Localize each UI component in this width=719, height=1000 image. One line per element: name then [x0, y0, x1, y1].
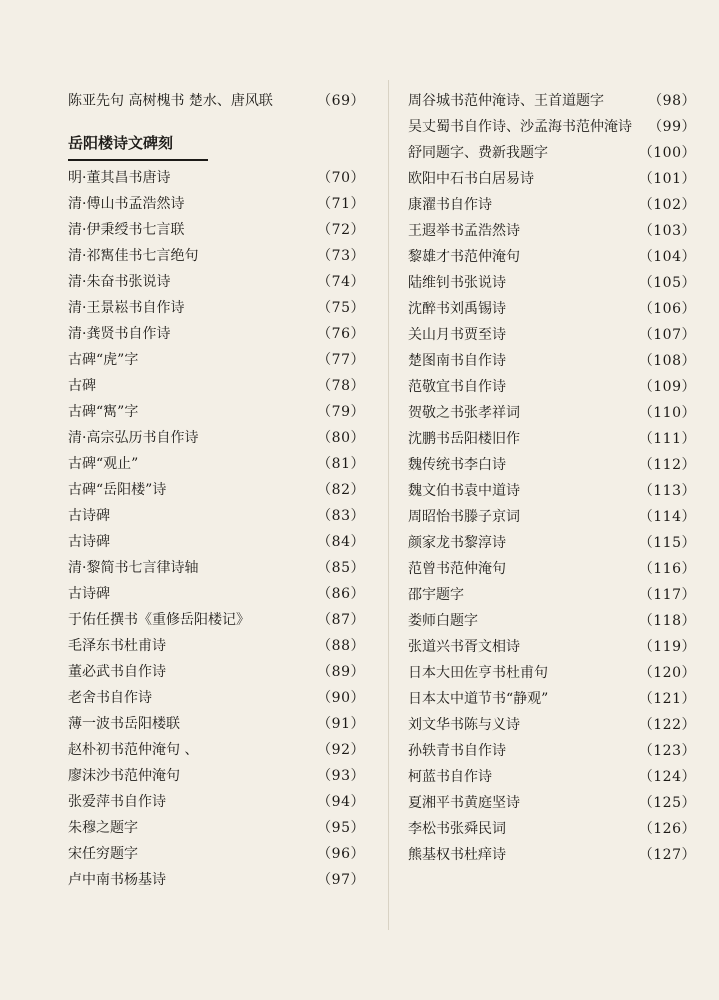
entry-title: 古碑“观止” [68, 456, 139, 472]
entry-title: 明·董其昌书唐诗 [68, 170, 171, 186]
entry-page-number: （114） [638, 509, 696, 525]
toc-entry [68, 165, 365, 191]
entry-page-number: （77） [317, 352, 365, 368]
toc-entry [68, 425, 365, 451]
entry-page-number: （85） [317, 560, 365, 576]
toc-entry [408, 114, 696, 140]
entry-page-number: （82） [317, 482, 365, 498]
entry-title: 范敬宜书自作诗 [408, 379, 506, 395]
toc-entry [408, 608, 696, 634]
toc-entry [68, 88, 365, 114]
toc-entry [408, 712, 696, 738]
entry-page-number: （123） [638, 743, 696, 759]
entry-title: 清·傅山书孟浩然诗 [68, 196, 185, 212]
toc-entry [68, 763, 365, 789]
entry-page-number: （95） [317, 820, 365, 836]
toc-entry [68, 217, 365, 243]
entry-title: 于佑任撰书《重修岳阳楼记》 [68, 612, 250, 628]
toc-entry [408, 582, 696, 608]
entry-title: 日本大田佐亨书杜甫句 [408, 665, 548, 681]
entry-title: 日本太中道节书“静观” [408, 691, 549, 707]
toc-entry [408, 192, 696, 218]
entry-title: 赵朴初书范仲淹句 、 [68, 742, 199, 758]
entry-page-number: （121） [638, 691, 696, 707]
toc-entry [68, 373, 365, 399]
toc-entry [408, 166, 696, 192]
entry-title: 廖沫沙书范仲淹句 [68, 768, 180, 784]
toc-entry [408, 140, 696, 166]
entry-page-number: （81） [317, 456, 365, 472]
entry-page-number: （79） [317, 404, 365, 420]
entry-title: 古诗碑 [68, 508, 110, 524]
toc-entry [68, 347, 365, 373]
toc-entry [408, 660, 696, 686]
entry-title: 贺敬之书张孝祥词 [408, 405, 520, 421]
left-top-entries [68, 88, 365, 114]
entry-page-number: （78） [317, 378, 365, 394]
toc-entry [408, 88, 696, 114]
toc-entry [68, 191, 365, 217]
entry-title: 清·黎简书七言律诗轴 [68, 560, 199, 576]
entry-title: 范曾书范仲淹句 [408, 561, 506, 577]
entry-page-number: （101） [638, 171, 696, 187]
toc-entry [68, 633, 365, 659]
toc-entry [408, 530, 696, 556]
entry-page-number: （94） [317, 794, 365, 810]
entry-page-number: （84） [317, 534, 365, 550]
toc-entry [68, 867, 365, 893]
entry-page-number: （97） [317, 872, 365, 888]
entry-title: 熊基权书杜痒诗 [408, 847, 506, 863]
left-entry-list [68, 165, 365, 893]
toc-entry [68, 477, 365, 503]
entry-page-number: （125） [638, 795, 696, 811]
toc-entry [68, 789, 365, 815]
entry-page-number: （76） [317, 326, 365, 342]
toc-entry [408, 504, 696, 530]
entry-title: 颜家龙书黎淳诗 [408, 535, 506, 551]
toc-entry [408, 348, 696, 374]
entry-page-number: （124） [638, 769, 696, 785]
entry-title: 魏传统书李白诗 [408, 457, 506, 473]
entry-page-number: （111） [638, 431, 696, 447]
entry-title: 古碑“虎”字 [68, 352, 139, 368]
entry-title: 清·高宗弘历书自作诗 [68, 430, 199, 446]
toc-entry [408, 686, 696, 712]
entry-title: 黎雄才书范仲淹句 [408, 249, 520, 265]
entry-page-number: （100） [638, 145, 696, 161]
toc-entry [68, 711, 365, 737]
entry-page-number: （92） [317, 742, 365, 758]
entry-page-number: （69） [317, 93, 365, 109]
entry-title: 宋任穷题字 [68, 846, 138, 862]
toc-entry [408, 426, 696, 452]
entry-title: 欧阳中石书白居易诗 [408, 171, 534, 187]
left-column [68, 88, 365, 893]
toc-entry [68, 659, 365, 685]
entry-page-number: （104） [638, 249, 696, 265]
toc-entry [68, 841, 365, 867]
entry-title: 康濯书自作诗 [408, 197, 492, 213]
entry-title: 古诗碑 [68, 586, 110, 602]
toc-entry [408, 218, 696, 244]
entry-page-number: （102） [638, 197, 696, 213]
toc-entry [408, 296, 696, 322]
toc-entry [408, 842, 696, 868]
entry-title: 柯蓝书自作诗 [408, 769, 492, 785]
entry-page-number: （86） [317, 586, 365, 602]
entry-title: 陆维钊书张说诗 [408, 275, 506, 291]
entry-page-number: （110） [638, 405, 696, 421]
entry-page-number: （74） [317, 274, 365, 290]
entry-title: 老舍书自作诗 [68, 690, 152, 706]
entry-page-number: （108） [638, 353, 696, 369]
toc-entry [408, 400, 696, 426]
toc-entry [68, 815, 365, 841]
right-column [408, 88, 696, 868]
entry-page-number: （106） [638, 301, 696, 317]
toc-entry [408, 816, 696, 842]
entry-title: 刘文华书陈与义诗 [408, 717, 520, 733]
entry-title: 陈亚先句 高树槐书 楚水、唐风联 [68, 93, 273, 109]
toc-entry [68, 685, 365, 711]
entry-title: 清·伊秉绶书七言联 [68, 222, 185, 238]
entry-title: 古碑 [68, 378, 96, 394]
entry-page-number: （90） [317, 690, 365, 706]
entry-title: 周昭怡书滕子京词 [408, 509, 520, 525]
entry-page-number: （126） [638, 821, 696, 837]
toc-entry [68, 451, 365, 477]
entry-title: 周谷城书范仲淹诗、王首道题字 [408, 93, 604, 109]
right-entry-list [408, 88, 696, 868]
entry-title: 夏湘平书黄庭坚诗 [408, 795, 520, 811]
entry-page-number: （122） [638, 717, 696, 733]
entry-title: 董必武书自作诗 [68, 664, 166, 680]
entry-page-number: （112） [638, 457, 696, 473]
entry-page-number: （88） [317, 638, 365, 654]
entry-title: 清·王景崧书自作诗 [68, 300, 185, 316]
entry-page-number: （109） [638, 379, 696, 395]
entry-title: 沈鹏书岳阳楼旧作 [408, 431, 520, 447]
entry-page-number: （73） [317, 248, 365, 264]
entry-page-number: （119） [638, 639, 696, 655]
entry-title: 邵宇题字 [408, 587, 464, 603]
toc-entry [68, 737, 365, 763]
column-divider [388, 80, 389, 930]
entry-page-number: （80） [317, 430, 365, 446]
entry-title: 张道兴书胥文相诗 [408, 639, 520, 655]
entry-title: 舒同题字、费新我题字 [408, 145, 548, 161]
toc-entry [68, 607, 365, 633]
entry-page-number: （75） [317, 300, 365, 316]
toc-entry [408, 790, 696, 816]
entry-page-number: （87） [317, 612, 365, 628]
entry-title: 娄师白题字 [408, 613, 478, 629]
entry-page-number: （117） [638, 587, 696, 603]
entry-title: 薄一波书岳阳楼联 [68, 716, 180, 732]
toc-entry [68, 321, 365, 347]
entry-page-number: （96） [317, 846, 365, 862]
toc-entry [408, 374, 696, 400]
toc-entry [408, 322, 696, 348]
toc-entry [408, 270, 696, 296]
entry-title: 沈醉书刘禹锡诗 [408, 301, 506, 317]
entry-title: 古诗碑 [68, 534, 110, 550]
entry-page-number: （103） [638, 223, 696, 239]
entry-page-number: （71） [317, 196, 365, 212]
entry-title: 王遐举书孟浩然诗 [408, 223, 520, 239]
toc-entry [408, 452, 696, 478]
toc-entry [68, 581, 365, 607]
toc-entry [408, 478, 696, 504]
toc-entry [408, 244, 696, 270]
entry-page-number: （91） [317, 716, 365, 732]
section-heading: 岳阳楼诗文碑刻 [68, 129, 208, 161]
toc-entry [408, 634, 696, 660]
toc-entry [68, 295, 365, 321]
entry-title: 张爱萍书自作诗 [68, 794, 166, 810]
entry-title: 楚图南书自作诗 [408, 353, 506, 369]
entry-title: 古碑“岳阳楼”诗 [68, 482, 167, 498]
entry-page-number: （72） [317, 222, 365, 238]
toc-entry [68, 269, 365, 295]
toc-entry [68, 243, 365, 269]
entry-page-number: （127） [638, 847, 696, 863]
entry-title: 朱穆之题字 [68, 820, 138, 836]
entry-page-number: （115） [638, 535, 696, 551]
entry-page-number: （83） [317, 508, 365, 524]
entry-title: 清·祁寯佳书七言绝句 [68, 248, 199, 264]
entry-title: 孙轶青书自作诗 [408, 743, 506, 759]
entry-page-number: （89） [317, 664, 365, 680]
toc-entry [68, 503, 365, 529]
entry-page-number: （98） [648, 93, 696, 109]
entry-page-number: （107） [638, 327, 696, 343]
entry-page-number: （113） [638, 483, 696, 499]
entry-page-number: （93） [317, 768, 365, 784]
entry-title: 吴丈蜀书自作诗、沙孟海书范仲淹诗 [408, 119, 632, 135]
entry-page-number: （105） [638, 275, 696, 291]
toc-entry [408, 556, 696, 582]
toc-entry [68, 399, 365, 425]
entry-title: 清·朱奋书张说诗 [68, 274, 171, 290]
toc-entry [68, 529, 365, 555]
entry-title: 古碑“寯”字 [68, 404, 139, 420]
entry-page-number: （120） [638, 665, 696, 681]
entry-page-number: （118） [638, 613, 696, 629]
toc-entry [408, 764, 696, 790]
entry-page-number: （70） [317, 170, 365, 186]
entry-page-number: （116） [638, 561, 696, 577]
entry-title: 清·龚贤书自作诗 [68, 326, 171, 342]
entry-page-number: （99） [648, 119, 696, 135]
entry-title: 毛泽东书杜甫诗 [68, 638, 166, 654]
entry-title: 李松书张舜民词 [408, 821, 506, 837]
toc-entry [68, 555, 365, 581]
toc-entry [408, 738, 696, 764]
entry-title: 关山月书贾至诗 [408, 327, 506, 343]
entry-title: 卢中南书杨基诗 [68, 872, 166, 888]
entry-title: 魏文伯书袁中道诗 [408, 483, 520, 499]
